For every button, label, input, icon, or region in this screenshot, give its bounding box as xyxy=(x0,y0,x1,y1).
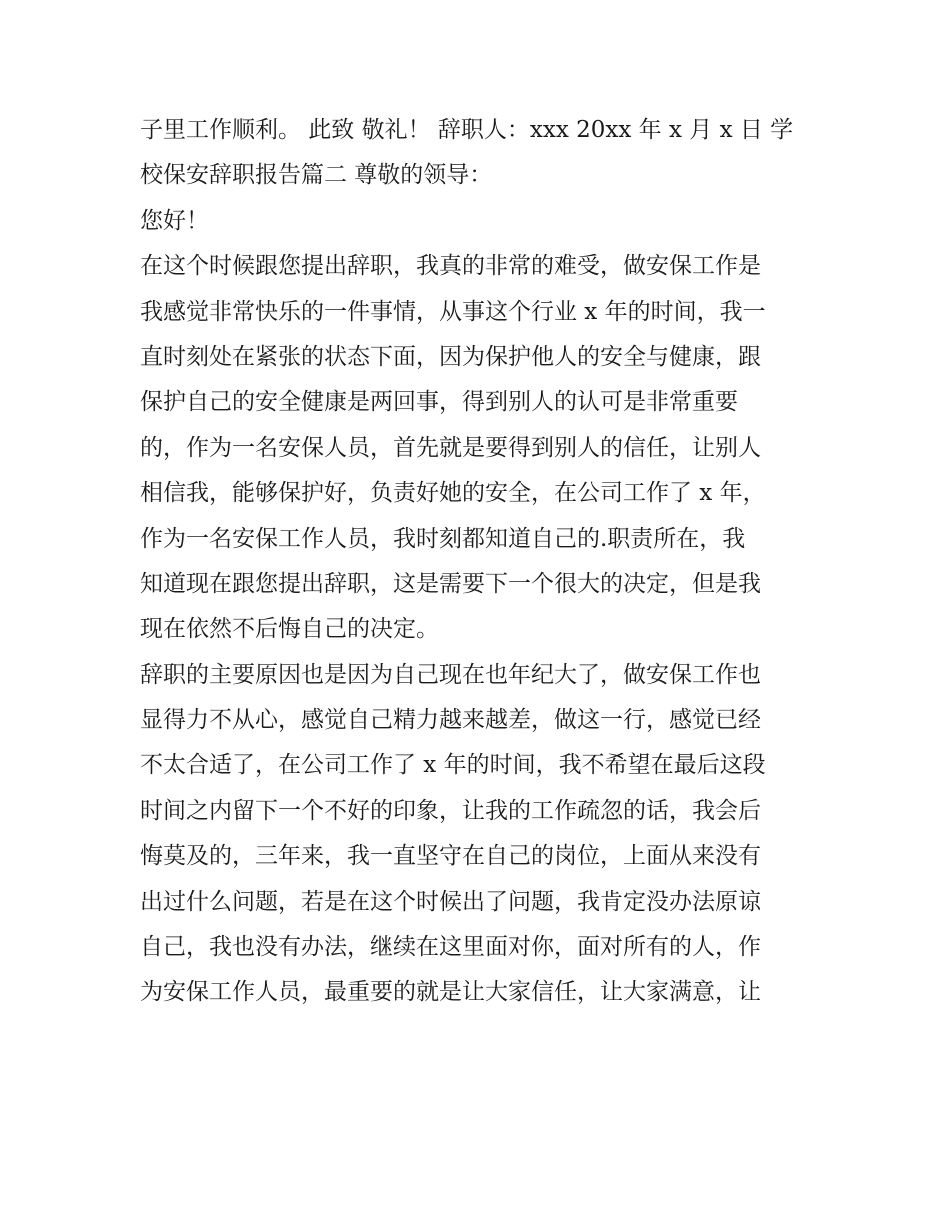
text-line: 在这个时候跟您提出辞职，我真的非常的难受，做安保工作是 xyxy=(140,253,761,280)
text-line: 您好！ xyxy=(140,207,209,234)
text-line: 悔莫及的，三年来，我一直坚守在自己的岗位，上面从来没有 xyxy=(140,843,761,870)
text-line: 的，作为一名安保人员，首先就是要得到别人的信任，让别人 xyxy=(140,434,761,461)
text-line: 校保安辞职报告篇二 尊敬的领导： xyxy=(140,162,493,189)
text-line: 为安保工作人员，最重要的就是让大家信任，让大家满意，让 xyxy=(140,979,761,1006)
text-line: 作为一名安保工作人员，我时刻都知道自己的.职责所在，我 xyxy=(140,525,746,552)
text-line: 子里工作顺利。 此致 敬礼！ 辞职人：xxx 20xx 年 x 月 x 日 学 xyxy=(140,117,794,143)
document-body xyxy=(140,108,820,1016)
text-line: 知道现在跟您提出辞职，这是需要下一个很大的决定，但是我 xyxy=(140,570,761,597)
text-line: 时间之内留下一个不好的印象，让我的工作疏忽的话，我会后 xyxy=(140,797,761,824)
text-line: 保护自己的安全健康是两回事，得到别人的认可是非常重要 xyxy=(140,389,738,416)
text-line: 直时刻处在紧张的状态下面，因为保护他人的安全与健康，跟 xyxy=(140,343,761,370)
text-line: 现在依然不后悔自己的决定。 xyxy=(140,616,439,643)
text-line: 我感觉非常快乐的一件事情，从事这个行业 x 年的时间，我一 xyxy=(140,298,766,325)
text-line: 显得力不从心，感觉自己精力越来越差，做这一行，感觉已经 xyxy=(140,707,761,734)
text-line: 不太合适了，在公司工作了 x 年的时间，我不希望在最后这段 xyxy=(140,752,766,779)
text-line: 相信我，能够保护好，负责好她的安全，在公司工作了 x 年， xyxy=(140,480,766,507)
text-line: 出过什么问题，若是在这个时候出了问题，我肯定没办法原谅 xyxy=(140,888,761,915)
text-line: 辞职的主要原因也是因为自己现在也年纪大了，做安保工作也 xyxy=(140,661,761,688)
text-line: 自己，我也没有办法，继续在这里面对你，面对所有的人，作 xyxy=(140,934,761,961)
